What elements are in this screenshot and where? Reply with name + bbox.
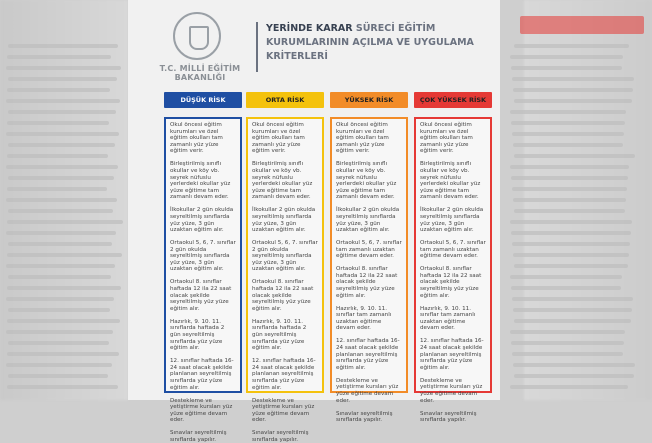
background-line (7, 286, 121, 290)
background-line (8, 374, 108, 378)
risk-header-low: DÜŞÜK RİSK (164, 92, 242, 108)
criteria-item: 12. sınıflar haftada 16-24 saat olacak şekilde planlanan seyreltilmiş sınıflarda yüz yüze eğitim alır. (170, 358, 234, 391)
title-line-1-rest: SÜRECİ EĞİTİM (352, 23, 436, 34)
background-line (8, 176, 114, 180)
criteria-item: Birleştirilmiş sınıflı okullar ve köy vb. seyrek nüfuslu yerlerdeki okullar yüz yüze eğitime tam zamanlı devam eder. (252, 161, 313, 201)
criteria-item: Destekleme ve yetiştirme kursları yüz yüze eğitime devam eder. (252, 397, 315, 424)
criteria-item: Okul öncesi eğitim kurumları ve özel eğitim okulları tam zamanlı yüz yüze eğitim verir. (252, 122, 305, 155)
criteria-item: Okul öncesi eğitim kurumları ve özel eğitim okulları tam zamanlı yüz yüze eğitim verir. (420, 122, 473, 155)
criteria-item: Hazırlık, 9. 10. 11. sınıflar tam zamanlı uzaktan eğitime devam eder. (336, 305, 392, 332)
background-line (512, 132, 624, 136)
background-line (7, 253, 122, 257)
risk-column-low (164, 92, 242, 443)
background-line (7, 187, 107, 191)
background-line (511, 66, 622, 70)
background-line (513, 308, 632, 312)
background-line (513, 198, 626, 202)
background-line (510, 330, 625, 334)
background-line (512, 187, 627, 191)
background-line (7, 220, 123, 224)
background-line (510, 385, 628, 389)
background-line (510, 110, 626, 114)
title-line-3: KRİTERLERİ (266, 51, 328, 62)
background-line (8, 77, 117, 81)
criteria-item: Sınavlar seyreltilmiş sınıflarda yapılır. (252, 430, 309, 443)
document-page (128, 0, 500, 443)
risk-header-medium: ORTA RİSK (246, 92, 324, 108)
background-line (514, 154, 635, 158)
background-line (511, 286, 621, 290)
risk-header-very-high: ÇOK YÜKSEK RİSK (414, 92, 492, 108)
criteria-item: Destekleme ve yetiştirme kursları yüz yüze eğitime devam eder. (336, 377, 399, 404)
criteria-item: İlkokullar 2 gün okulda seyreltilmiş sınıflarda yüz yüze, 3 gün uzaktan eğitim alır. (252, 207, 316, 234)
criteria-item: Sınavlar seyreltilmiş sınıflarda yapılır. (170, 430, 227, 443)
background-line (514, 209, 625, 213)
criteria-item: Destekleme ve yetiştirme kursları yüz yüze eğitime devam eder. (420, 377, 483, 404)
background-line (510, 275, 622, 279)
ministry-logo-icon (173, 12, 221, 60)
criteria-item: Ortaokul 8. sınıflar haftada 12 ila 22 saat olacak şekilde seyreltilmiş yüz yüze eğitim alır. (252, 279, 314, 312)
background-line (512, 352, 623, 356)
criteria-item: Ortaokul 8. sınıflar haftada 12 ila 22 saat olacak şekilde seyreltilmiş yüz yüze eğitim alır. (420, 266, 482, 299)
risk-column-medium (246, 92, 324, 443)
background-line (7, 385, 118, 389)
criteria-item: Ortaokul 5, 6, 7. sınıflar tam zamanlı uzaktan eğitime devam eder. (420, 240, 486, 260)
background-line (8, 242, 112, 246)
background-line (513, 143, 623, 147)
background-line (8, 110, 116, 114)
background-line (511, 176, 628, 180)
criteria-item: Birleştirilmiş sınıflı okullar ve köy vb. seyrek nüfuslu yerlerdeki okullar yüz yüze eğitime tam zamanlı devam eder. (420, 161, 481, 201)
background-line (513, 88, 633, 92)
background-line (514, 44, 629, 48)
background-line (6, 99, 120, 103)
criteria-item: Hazırlık, 9. 10. 11. sınıflarda haftada 2 gün seyreltilmiş sınıflarda yüz yüze eğitim alır. (252, 318, 307, 352)
background-line (6, 297, 114, 301)
background-line (7, 319, 120, 323)
criteria-item: Hazırlık, 9. 10. 11. sınıflarda haftada 2 gün seyreltilmiş sınıflarda yüz yüze eğitim alır. (170, 318, 225, 352)
background-line (8, 308, 110, 312)
risk-header-high: YÜKSEK RİSK (330, 92, 408, 108)
background-line (8, 209, 113, 213)
background-line (514, 264, 628, 268)
criteria-item: Birleştirilmiş sınıflı okullar ve köy vb. seyrek nüfuslu yerlerdeki okullar yüz yüze eğitime tam zamanlı devam eder. (170, 161, 231, 201)
background-line (512, 77, 634, 81)
title-line-2: KURUMLARININ AÇILMA VE UYGULAMA (266, 37, 474, 48)
background-line (511, 121, 625, 125)
risk-body-high (330, 117, 408, 424)
background-line (513, 363, 635, 367)
background-line (8, 44, 118, 48)
criteria-item: 12. sınıflar haftada 16-24 saat olacak şekilde planlanan seyreltilmiş sınıflarda yüz yüze eğitim alır. (252, 358, 316, 391)
background-line (514, 99, 632, 103)
criteria-item: Hazırlık, 9. 10. 11. sınıflar tam zamanlı uzaktan eğitime devam eder. (420, 305, 476, 332)
background-line (6, 165, 118, 169)
background-line (514, 374, 634, 378)
background-line (6, 231, 116, 235)
background-line (511, 231, 631, 235)
criteria-item: Birleştirilmiş sınıflı okullar ve köy vb. seyrek nüfuslu yerlerdeki okullar yüz yüze eğitime tam zamanlı devam eder. (336, 161, 397, 201)
criteria-item: İlkokullar 2 gün okulda seyreltilmiş sınıflarda yüz yüze, 3 gün uzaktan eğitim alır. (170, 207, 234, 234)
background-line (7, 352, 119, 356)
risk-column-high (330, 92, 408, 424)
background-line (511, 341, 624, 345)
background-line (6, 330, 113, 334)
criteria-item: İlkokullar 2 gün okulda seyreltilmiş sınıflarda yüz yüze, 3 gün uzaktan eğitim alır. (420, 207, 484, 234)
risk-column-very-high (414, 92, 492, 424)
ministry-name: T.C. MİLLİ EĞİTİM BAKANLIĞI (159, 64, 241, 82)
background-line (6, 66, 121, 70)
document-title (256, 22, 474, 72)
background-line (510, 220, 632, 224)
background-line (7, 55, 111, 59)
background-line (512, 297, 633, 301)
criteria-item: Sınavlar seyreltilmiş sınıflarda yapılır. (420, 410, 477, 424)
background-line (6, 198, 117, 202)
background-line (510, 55, 623, 59)
background-line (7, 121, 109, 125)
criteria-item: Sınavlar seyreltilmiş sınıflarda yapılır. (336, 410, 393, 424)
background-line (514, 319, 631, 323)
background-line (510, 165, 629, 169)
background-line (512, 242, 630, 246)
criteria-item: 12. sınıflar haftada 16-24 saat olacak şekilde planlanan seyreltilmiş sınıflarda yüz yüze eğitim alır. (420, 338, 484, 371)
criteria-item: Ortaokul 5, 6, 7. sınıflar 2 gün okulda seyreltilmiş sınıflarda yüz yüze, 3 gün uzaktan eğitim alır. (170, 240, 236, 273)
criteria-item: Ortaokul 8. sınıflar haftada 12 ila 22 saat olacak şekilde seyreltilmiş yüz yüze eğitim alır. (336, 266, 398, 299)
criteria-item: Okul öncesi eğitim kurumları ve özel eğitim okulları tam zamanlı yüz yüze eğitim verir. (336, 122, 389, 155)
risk-body-medium (246, 117, 324, 443)
risk-body-very-high (414, 117, 492, 424)
background-line (7, 88, 110, 92)
criteria-item: 12. sınıflar haftada 16-24 saat olacak şekilde planlanan seyreltilmiş sınıflarda yüz yüze eğitim alır. (336, 338, 400, 371)
criteria-item: Ortaokul 5, 6, 7. sınıflar 2 gün okulda seyreltilmiş sınıflarda yüz yüze, 3 gün uzaktan eğitim alır. (252, 240, 318, 273)
criteria-item: Ortaokul 8. sınıflar haftada 12 ila 22 saat olacak şekilde seyreltilmiş yüz yüze eğitim alır. (170, 279, 232, 312)
background-line (8, 275, 111, 279)
title-line-1 (266, 22, 462, 36)
criteria-item: İlkokullar 2 gün okulda seyreltilmiş sınıflarda yüz yüze, 3 gün uzaktan eğitim alır. (336, 207, 400, 234)
criteria-item: Destekleme ve yetiştirme kursları yüz yüze eğitime devam eder. (170, 397, 233, 424)
title-bold: YERİNDE KARAR (266, 23, 353, 34)
background-red-strip (520, 16, 644, 34)
background-line (513, 253, 629, 257)
background-line (6, 264, 115, 268)
background-line (7, 154, 108, 158)
risk-body-low (164, 117, 242, 443)
criteria-item: Okul öncesi eğitim kurumları ve özel eğitim okulları tam zamanlı yüz yüze eğitim verir. (170, 122, 223, 155)
background-line (8, 143, 115, 147)
criteria-item: Ortaokul 5, 6, 7. sınıflar tam zamanlı uzaktan eğitime devam eder. (336, 240, 402, 260)
background-line (6, 132, 119, 136)
background-line (8, 341, 109, 345)
background-line (6, 363, 112, 367)
